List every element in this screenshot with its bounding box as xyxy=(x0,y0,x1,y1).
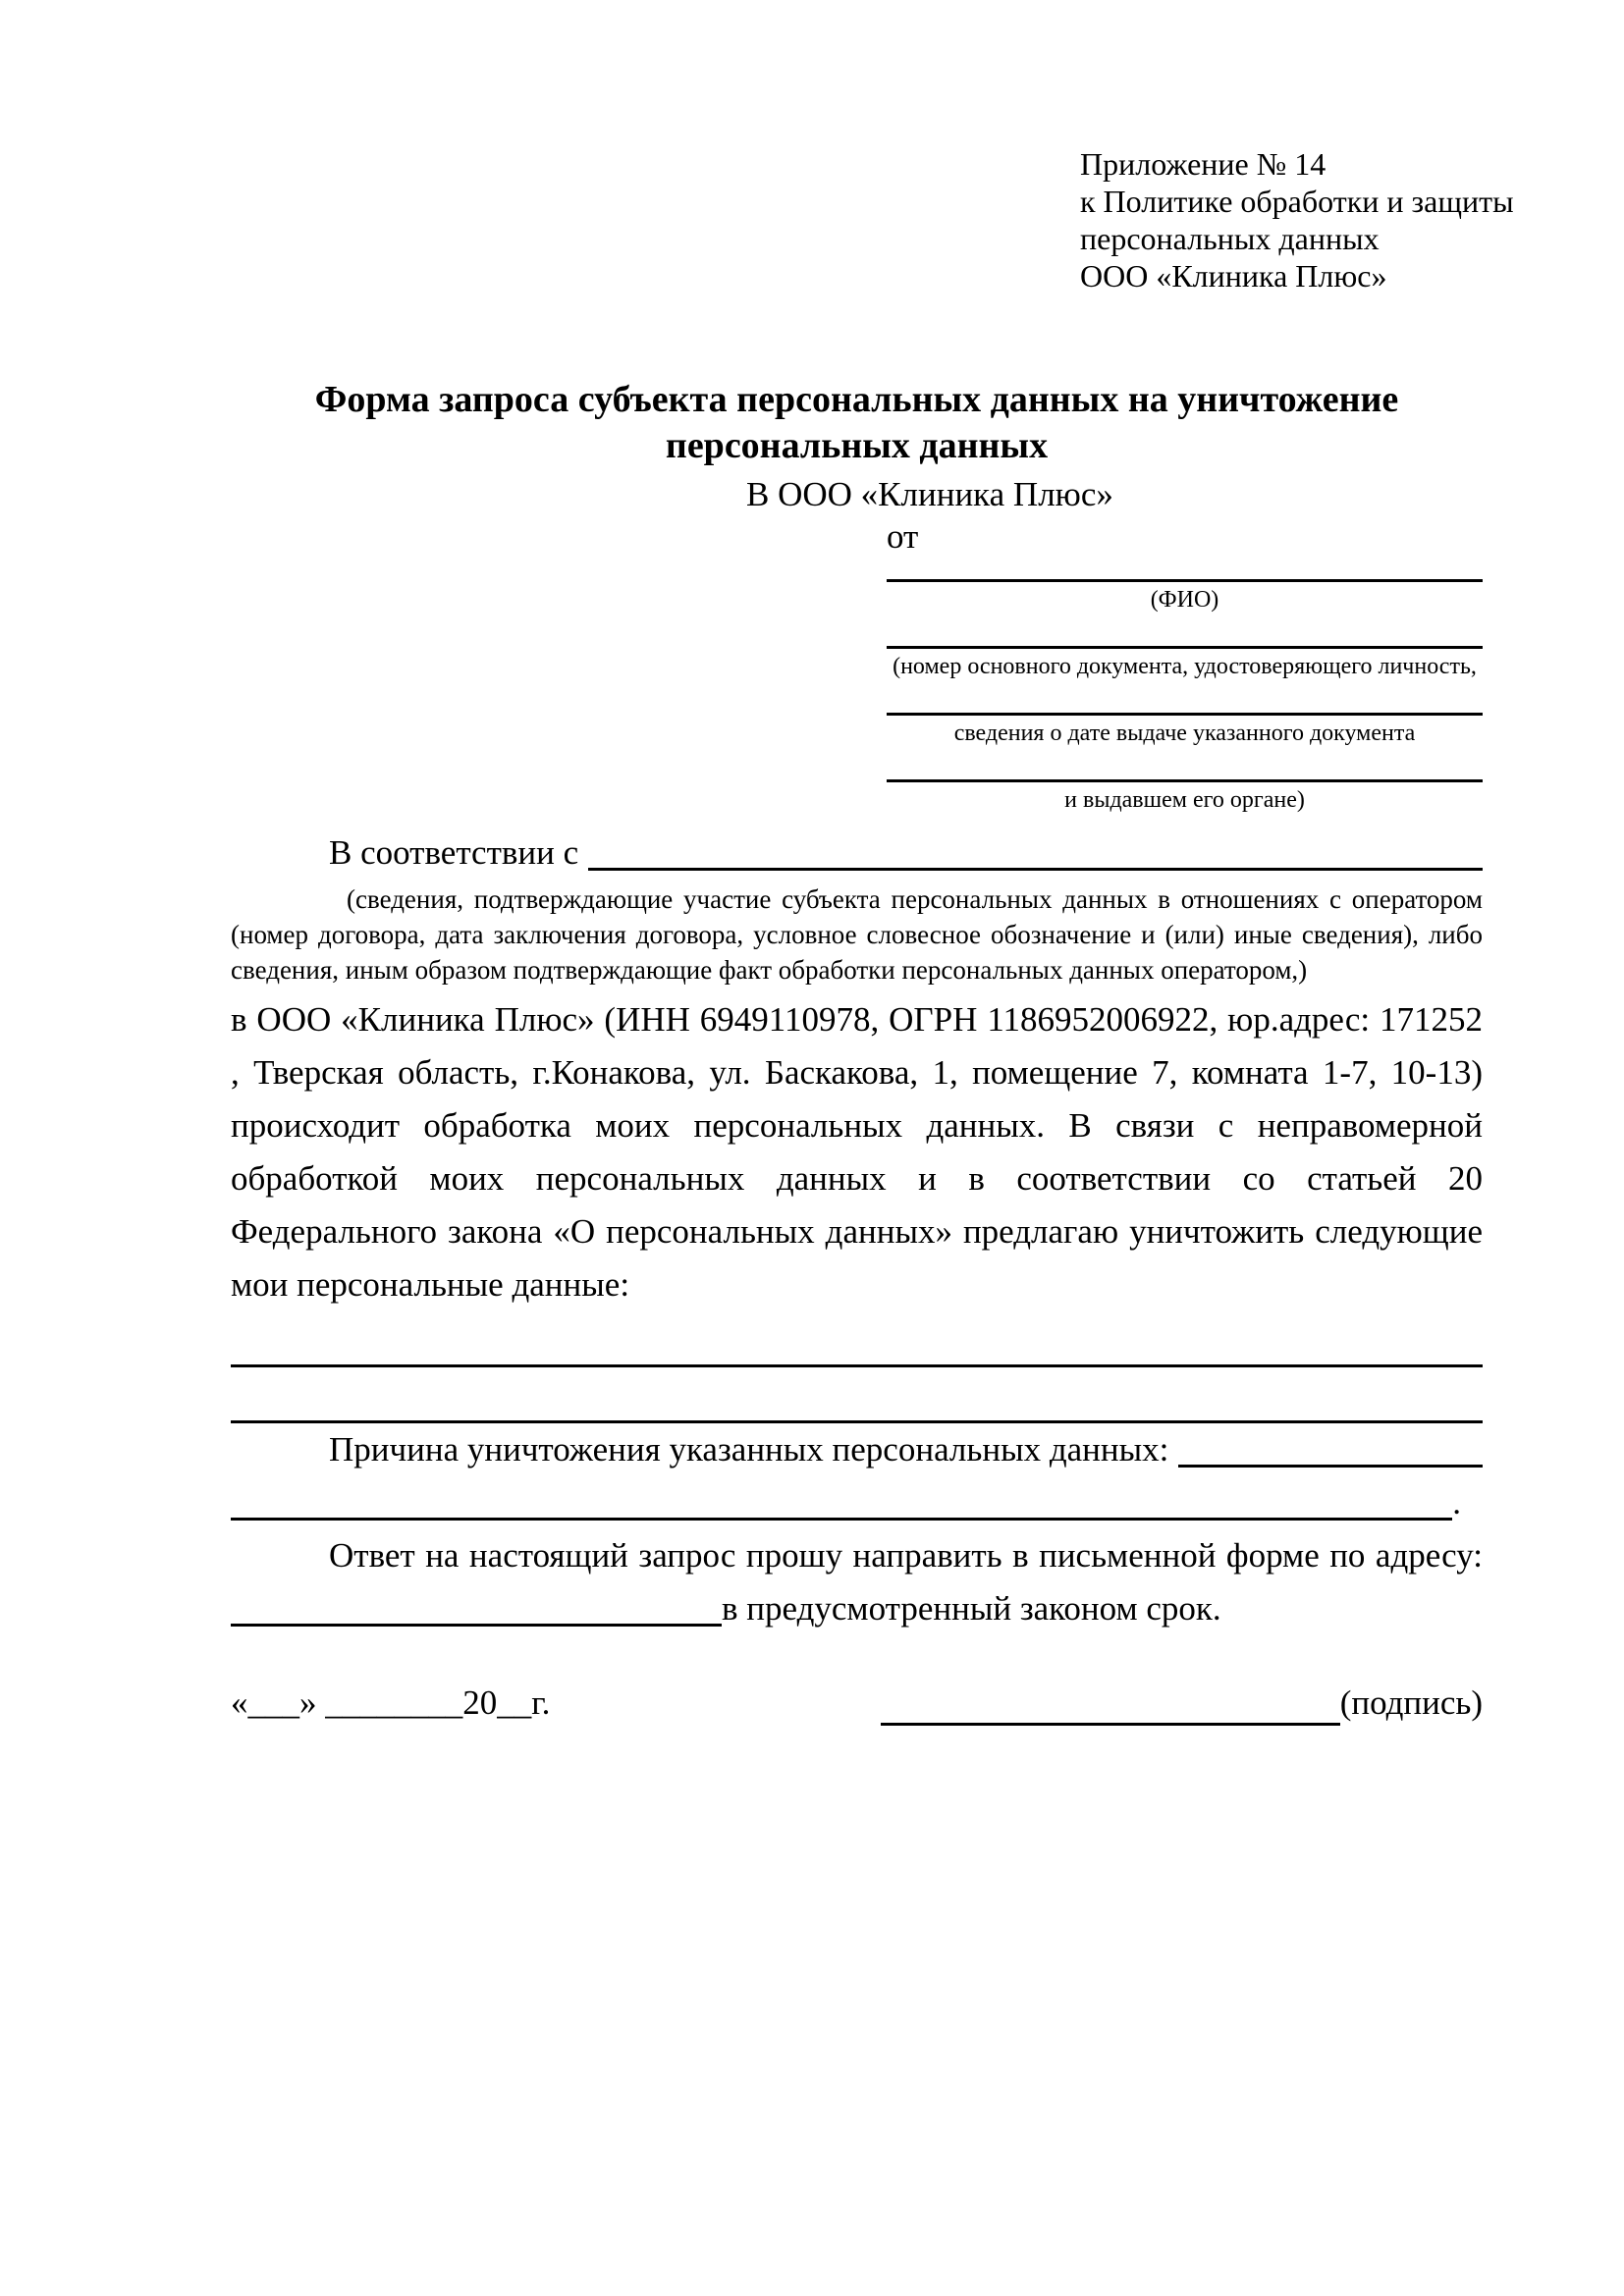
doc-number-caption: (номер основного документа, удостоверяющего личность, xyxy=(893,654,1477,679)
from-label: от xyxy=(887,517,919,556)
signature-area xyxy=(881,1681,1483,1726)
annex-line: к Политике обработки и защиты xyxy=(1080,184,1514,219)
annex-line: ООО «Клиника Плюс» xyxy=(1080,258,1387,294)
period-mark: . xyxy=(1452,1483,1461,1522)
reply-tail: в предусмотренный законом срок. xyxy=(722,1589,1221,1628)
doc-issuer-caption: и выдавшем его органе) xyxy=(1064,787,1305,813)
signature-caption: (подпись) xyxy=(1339,1683,1483,1722)
address-blank-line xyxy=(231,1582,722,1627)
data-blank-line-1 xyxy=(231,1311,1483,1367)
doc-issuer-blank-line xyxy=(887,760,1483,782)
accordance-lead: В соответствии с xyxy=(329,833,579,872)
annex-line: Приложение № 14 xyxy=(1080,146,1326,182)
fio-blank-line xyxy=(887,560,1483,582)
doc-issuer-field xyxy=(887,760,1483,815)
form-title: Форма запроса субъекта персональных данных на уничтожение персональных данных xyxy=(314,379,1399,466)
doc-number-field xyxy=(887,626,1483,681)
signature-blank-line xyxy=(881,1689,1340,1726)
annex-header xyxy=(1080,145,1514,294)
addressee-line: В ООО «Клиника Плюс» xyxy=(746,475,1113,513)
reason-blank-line xyxy=(1178,1423,1483,1468)
reason-label: Причина уничтожения указанных персональных данных: xyxy=(329,1430,1169,1468)
accordance-row xyxy=(231,827,1483,880)
fio-field xyxy=(887,560,1483,614)
accordance-note: (сведения, подтверждающие участие субъекта персональных данных в отношениях с оператором (номер договора, дата заключения договора, условное словесное обозначение и (или) иные сведения), либо сведения, иным образом подтверждающие факт обработки персональных данных оператором,) xyxy=(231,884,1483,985)
fio-caption: (ФИО) xyxy=(1150,587,1219,613)
reason-row xyxy=(231,1423,1483,1476)
annex-line: персональных данных xyxy=(1080,221,1380,256)
body-paragraph: в ООО «Клиника Плюс» (ИНН 6949110978, ОГРН 1186952006922, юр.адрес: 171252 , Тверская область, г.Конакова, ул. Баскакова, 1, помещение 7, комната 1-7, 10-13) происходит обработка моих персональных данных. В связи с неправомерной обработкой моих персональных данных и в соответствии со статьей 20 Федерального закона «О персональных данных» предлагаю уничтожить следующие мои персональные данные: xyxy=(231,1000,1483,1304)
accordance-blank-line xyxy=(588,827,1483,871)
data-blank-line-2 xyxy=(231,1367,1483,1423)
doc-issue-date-caption: сведения о дате выдаче указанного документа xyxy=(953,721,1416,746)
doc-number-blank-line xyxy=(887,626,1483,649)
reply-request-line: Ответ на настоящий запрос прошу направить в письменной форме по адресу: xyxy=(329,1536,1483,1575)
date-blank: «___» ________20__г. xyxy=(231,1683,551,1722)
date-signature-row xyxy=(231,1681,1483,1726)
doc-issue-date-blank-line xyxy=(887,693,1483,716)
reason-continuation-row xyxy=(231,1476,1461,1529)
reason-blank-line-2 xyxy=(231,1476,1452,1521)
reply-address-row xyxy=(231,1582,1483,1635)
doc-issue-date-field xyxy=(887,693,1483,748)
applicant-fields xyxy=(887,560,1483,815)
